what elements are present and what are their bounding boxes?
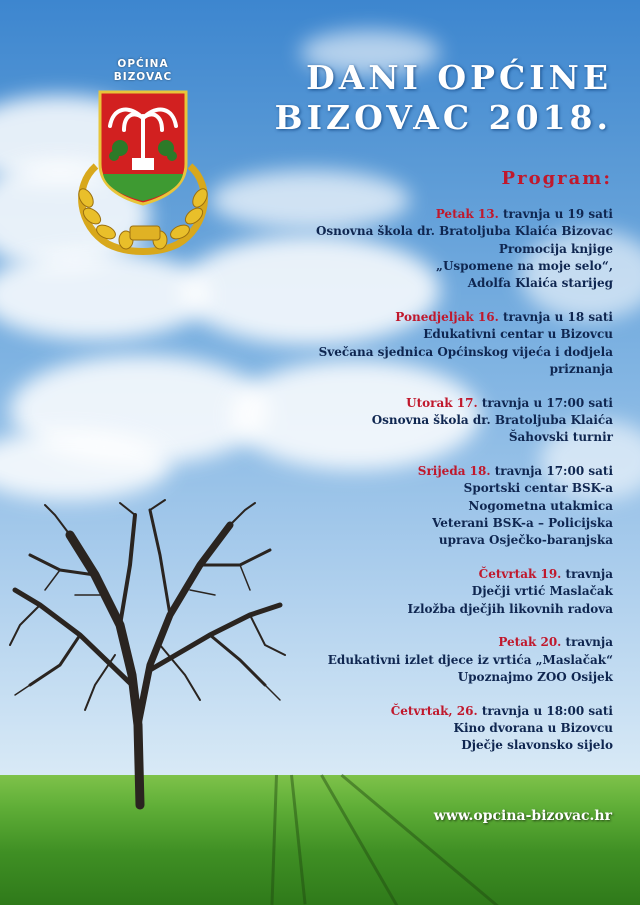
page-title [275,58,612,138]
program-heading: Program: [501,168,612,189]
event-when: travnja u 18 sati [498,309,613,324]
cloud [0,250,210,340]
event-line: Sportski centar BSK-a [463,481,613,496]
event-line: Osnovna škola dr. Bratoljuba Klaića [371,412,613,427]
event-item [253,395,613,447]
event-line: Veterani BSK-a – Policijska [432,515,613,530]
event-line: Šahovski turnir [508,430,613,445]
event-line: Nogometna utakmica [468,498,613,513]
event-day: Utorak 17. [406,395,478,410]
event-item [253,309,613,378]
event-day: Srijeda 18. [417,464,491,479]
coat-of-arms-emblem [68,58,218,258]
event-datetime [253,206,613,223]
event-when: travnja [561,635,613,650]
event-item [253,566,613,618]
website-link[interactable]: www.opcina-bizovac.hr [433,808,612,824]
event-line: Izložba dječjih likovnih radova [407,601,613,616]
event-datetime [253,703,613,720]
event-datetime [253,309,613,326]
event-line: „Uspomene na moje selo“, [436,258,613,273]
title-line-1: DANI OPĆINE [306,58,612,97]
event-line: Svečana sjednica Općinskog vijeća i dodjela priznanja [318,344,613,376]
event-list [253,206,613,771]
event-line: Osnovna škola dr. Bratoljuba Klaića Bizovac [315,224,613,239]
event-day: Četvrtak 19. [478,567,562,582]
event-day: Petak 13. [435,207,499,221]
event-datetime [253,634,613,651]
event-line: Kino dvorana u Bizovcu [453,721,613,736]
event-line: uprava Osječko-baranjska [438,533,613,548]
event-line: Adolfa Klaića starijeg [467,276,613,291]
event-day: Ponedjeljak 16. [395,309,499,324]
event-line: Edukativni izlet djece iz vrtića „Maslačak“ [327,652,613,667]
event-when: travnja u 17:00 sati [477,395,613,410]
event-datetime [253,566,613,583]
coat-of-arms-icon [68,86,218,258]
emblem-label-bizovac: BIZOVAC [113,71,173,83]
event-item [253,206,613,292]
event-datetime [253,395,613,412]
event-line: Dječje slavonsko sijelo [461,738,613,753]
event-day: Četvrtak, 26. [390,703,478,718]
event-when: travnja u 18:00 sati [477,703,613,718]
emblem-label-opcina: OPĆINA [117,58,169,70]
event-item [253,634,613,686]
title-line-2: BIZOVAC 2018. [274,98,612,137]
event-item [253,703,613,755]
event-when: travnja u 19 sati [498,207,613,221]
event-datetime [253,463,613,480]
event-item [253,463,613,549]
event-line: Edukativni centar u Bizovcu [423,327,613,342]
event-when: travnja [561,567,613,582]
event-line: Promocija knjige [498,241,613,256]
event-line: Dječji vrtić Maslačak [471,584,613,599]
event-when: travnja 17:00 sati [490,464,613,479]
event-line: Upoznajmo ZOO Osijek [457,670,613,685]
event-day: Petak 20. [498,635,562,650]
